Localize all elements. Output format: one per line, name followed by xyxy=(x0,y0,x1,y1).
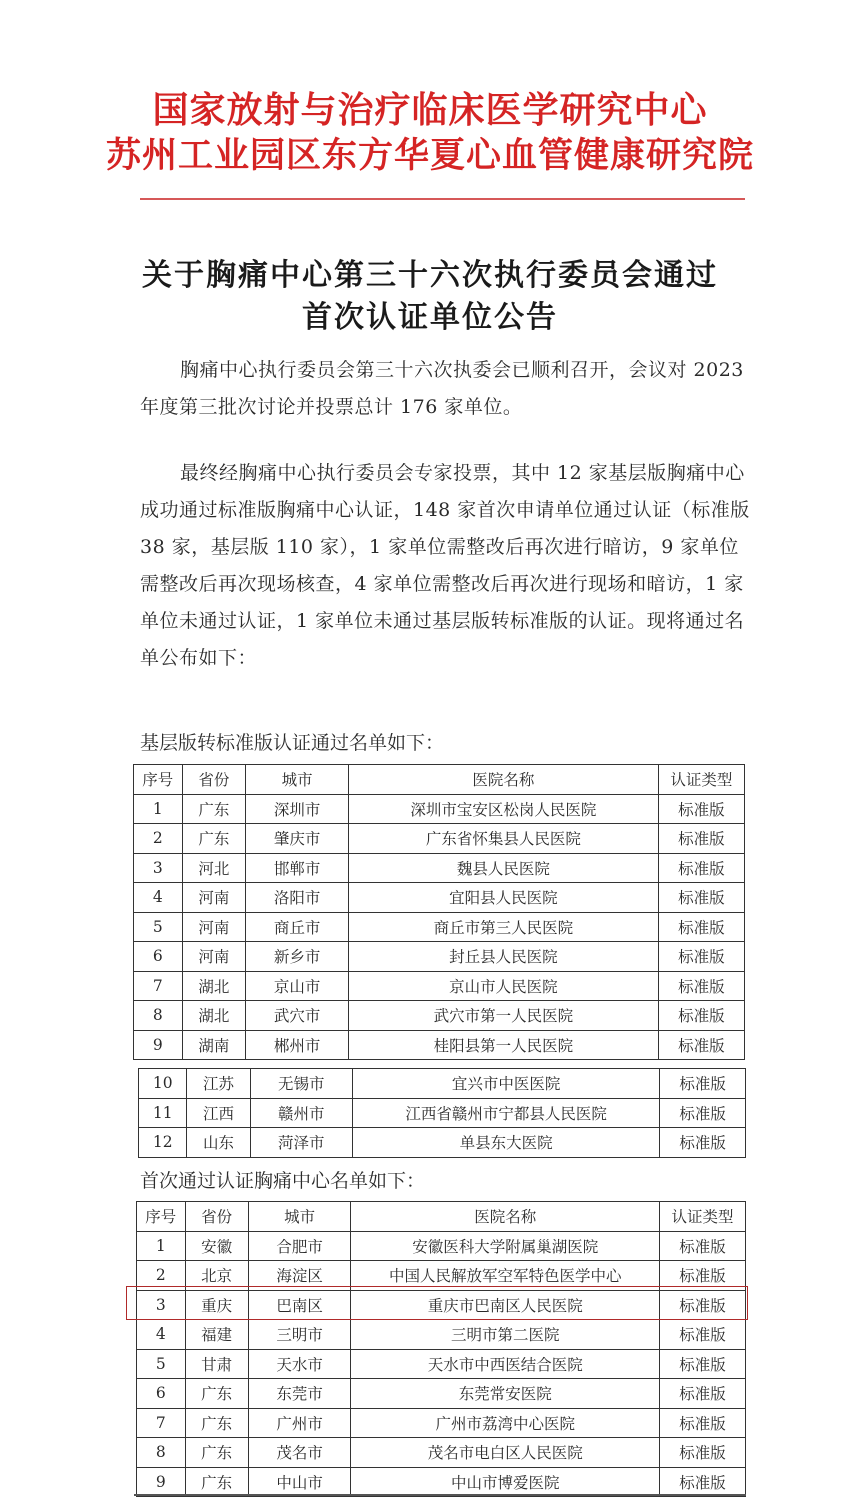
cell-type: 标准版 xyxy=(658,883,744,913)
cell-city: 洛阳市 xyxy=(246,883,349,913)
cell-province: 甘肃 xyxy=(185,1349,248,1379)
cell-no: 6 xyxy=(134,942,183,972)
table-row xyxy=(134,971,745,1001)
header-divider xyxy=(140,198,745,200)
cell-hospital: 广州市荔湾中心医院 xyxy=(351,1408,660,1438)
cell-hospital: 安徽医科大学附属巢湖医院 xyxy=(351,1231,660,1261)
header-city: 城市 xyxy=(248,1202,351,1232)
cell-city: 菏泽市 xyxy=(250,1128,352,1158)
cell-type: 标准版 xyxy=(660,1069,746,1099)
cell-hospital: 深圳市宝安区松岗人民医院 xyxy=(349,794,659,824)
table-row xyxy=(134,794,745,824)
cell-city: 天水市 xyxy=(248,1349,351,1379)
cell-city: 武穴市 xyxy=(246,1001,349,1031)
cell-no: 7 xyxy=(134,971,183,1001)
cell-type: 标准版 xyxy=(660,1098,746,1128)
table-row xyxy=(134,883,745,913)
cell-no: 4 xyxy=(137,1320,186,1350)
cell-no: 8 xyxy=(137,1438,186,1468)
cell-no: 4 xyxy=(134,883,183,913)
section-label-first: 首次通过认证胸痛中心名单如下： xyxy=(140,1170,426,1192)
cell-city: 合肥市 xyxy=(248,1231,351,1261)
cell-province: 广东 xyxy=(185,1379,248,1409)
table-row xyxy=(134,824,745,854)
cell-province: 湖北 xyxy=(182,971,245,1001)
paragraph-results: 最终经胸痛中心执行委员会专家投票，其中 12 家基层版胸痛中心成功通过标准版胸痛中心认证，148 家首次申请单位通过认证（标准版 38 家，基层版 110 家），1 家单位需整改后再次进行暗访，9 家单位需整改后再次现场核查，4 家单位需整改后再次进行现场和暗访，1 家单位未通过认证，1 家单位未通过基层版转标准版的认证。现将通过名单公布如下： xyxy=(140,462,750,669)
header-type: 认证类型 xyxy=(660,1202,746,1232)
cell-hospital: 桂阳县第一人民医院 xyxy=(349,1030,659,1060)
table-row xyxy=(134,1030,745,1060)
cell-no: 3 xyxy=(134,853,183,883)
cell-no: 1 xyxy=(134,794,183,824)
cell-province: 广东 xyxy=(185,1408,248,1438)
doc-title-line1: 关于胸痛中心第三十六次执行委员会通过 xyxy=(142,258,718,293)
cell-type: 标准版 xyxy=(658,1001,744,1031)
cell-type: 标准版 xyxy=(660,1349,746,1379)
table-header-row xyxy=(137,1202,746,1232)
cell-province: 河北 xyxy=(182,853,245,883)
cell-city: 郴州市 xyxy=(246,1030,349,1060)
cell-city: 新乡市 xyxy=(246,942,349,972)
cell-hospital: 江西省赣州市宁都县人民医院 xyxy=(352,1098,659,1128)
cell-province: 湖北 xyxy=(182,1001,245,1031)
table-row xyxy=(137,1379,746,1409)
table-bottom-edge xyxy=(134,1494,746,1496)
cell-city: 巴南区 xyxy=(248,1290,351,1320)
cell-province: 广东 xyxy=(185,1467,248,1497)
cell-province: 广东 xyxy=(182,794,245,824)
cell-city: 商丘市 xyxy=(246,912,349,942)
cell-type: 标准版 xyxy=(658,853,744,883)
table-row xyxy=(134,853,745,883)
header-hospital: 医院名称 xyxy=(351,1202,660,1232)
org-name-secondary: 苏州工业园区东方华夏心血管健康研究院 xyxy=(105,136,754,176)
cell-type: 标准版 xyxy=(660,1467,746,1497)
table-row xyxy=(137,1467,746,1497)
cell-type: 标准版 xyxy=(660,1438,746,1468)
cell-no: 9 xyxy=(134,1030,183,1060)
first-cert-table xyxy=(136,1201,746,1497)
cell-type: 标准版 xyxy=(658,794,744,824)
cell-hospital: 茂名市电白区人民医院 xyxy=(351,1438,660,1468)
cell-no: 2 xyxy=(137,1261,186,1291)
paragraph-intro: 胸痛中心执行委员会第三十六次执委会已顺利召开，会议对 2023 年度第三批次讨论并投票总计 176 家单位。 xyxy=(140,359,744,418)
cell-type: 标准版 xyxy=(660,1320,746,1350)
cell-type: 标准版 xyxy=(660,1379,746,1409)
cell-hospital: 三明市第二医院 xyxy=(351,1320,660,1350)
cell-province: 河南 xyxy=(182,883,245,913)
header-type: 认证类型 xyxy=(658,765,744,795)
cell-no: 3 xyxy=(137,1290,186,1320)
cell-type: 标准版 xyxy=(660,1261,746,1291)
table-row xyxy=(134,1001,745,1031)
cell-hospital: 天水市中西医结合医院 xyxy=(351,1349,660,1379)
section-label-upgrade: 基层版转标准版认证通过名单如下： xyxy=(140,732,445,754)
cell-city: 东莞市 xyxy=(248,1379,351,1409)
cell-no: 6 xyxy=(137,1379,186,1409)
cell-hospital: 单县东大医院 xyxy=(352,1128,659,1158)
cell-no: 12 xyxy=(139,1128,187,1158)
cell-city: 深圳市 xyxy=(246,794,349,824)
table-row xyxy=(137,1349,746,1379)
cell-city: 京山市 xyxy=(246,971,349,1001)
table-row xyxy=(137,1438,746,1468)
header-city: 城市 xyxy=(246,765,349,795)
cell-hospital: 商丘市第三人民医院 xyxy=(349,912,659,942)
cell-city: 无锡市 xyxy=(250,1069,352,1099)
cell-province: 福建 xyxy=(185,1320,248,1350)
cell-hospital: 重庆市巴南区人民医院 xyxy=(351,1290,660,1320)
cell-province: 河南 xyxy=(182,912,245,942)
cell-type: 标准版 xyxy=(660,1408,746,1438)
table-row xyxy=(139,1128,746,1158)
org-name-primary: 国家放射与治疗临床医学研究中心 xyxy=(152,90,708,131)
cell-no: 8 xyxy=(134,1001,183,1031)
cell-hospital: 东莞常安医院 xyxy=(351,1379,660,1409)
upgrade-table xyxy=(133,764,745,1060)
cell-type: 标准版 xyxy=(660,1128,746,1158)
cell-no: 1 xyxy=(137,1231,186,1261)
table-row xyxy=(137,1231,746,1261)
header-hospital: 医院名称 xyxy=(349,765,659,795)
table-row xyxy=(137,1408,746,1438)
cell-type: 标准版 xyxy=(658,912,744,942)
header-province: 省份 xyxy=(182,765,245,795)
table-header-row xyxy=(134,765,745,795)
cell-no: 2 xyxy=(134,824,183,854)
cell-city: 广州市 xyxy=(248,1408,351,1438)
cell-province: 安徽 xyxy=(185,1231,248,1261)
header-no: 序号 xyxy=(134,765,183,795)
table-row xyxy=(137,1320,746,1350)
cell-city: 三明市 xyxy=(248,1320,351,1350)
cell-province: 山东 xyxy=(187,1128,250,1158)
cell-province: 北京 xyxy=(185,1261,248,1291)
doc-title-line2: 首次认证单位公告 xyxy=(302,300,558,335)
cell-province: 广东 xyxy=(185,1438,248,1468)
cell-type: 标准版 xyxy=(658,971,744,1001)
cell-no: 5 xyxy=(134,912,183,942)
header-province: 省份 xyxy=(185,1202,248,1232)
header-no: 序号 xyxy=(137,1202,186,1232)
cell-type: 标准版 xyxy=(658,824,744,854)
cell-hospital: 广东省怀集县人民医院 xyxy=(349,824,659,854)
cell-no: 11 xyxy=(139,1098,187,1128)
cell-type: 标准版 xyxy=(658,942,744,972)
cell-province: 河南 xyxy=(182,942,245,972)
cell-city: 赣州市 xyxy=(250,1098,352,1128)
upgrade-table-continued xyxy=(138,1068,746,1158)
cell-hospital: 中山市博爱医院 xyxy=(351,1467,660,1497)
table-row xyxy=(134,942,745,972)
cell-city: 邯郸市 xyxy=(246,853,349,883)
cell-city: 肇庆市 xyxy=(246,824,349,854)
cell-hospital: 宜阳县人民医院 xyxy=(349,883,659,913)
table-row xyxy=(139,1069,746,1099)
highlight-box xyxy=(126,1286,748,1320)
cell-type: 标准版 xyxy=(658,1030,744,1060)
cell-no: 10 xyxy=(139,1069,187,1099)
cell-hospital: 京山市人民医院 xyxy=(349,971,659,1001)
cell-city: 中山市 xyxy=(248,1467,351,1497)
cell-type: 标准版 xyxy=(660,1231,746,1261)
cell-hospital: 魏县人民医院 xyxy=(349,853,659,883)
cell-no: 7 xyxy=(137,1408,186,1438)
cell-province: 江苏 xyxy=(187,1069,250,1099)
table-row xyxy=(134,912,745,942)
cell-city: 海淀区 xyxy=(248,1261,351,1291)
cell-province: 湖南 xyxy=(182,1030,245,1060)
cell-hospital: 宜兴市中医医院 xyxy=(352,1069,659,1099)
table-row xyxy=(139,1098,746,1128)
cell-hospital: 武穴市第一人民医院 xyxy=(349,1001,659,1031)
cell-type: 标准版 xyxy=(660,1290,746,1320)
cell-province: 江西 xyxy=(187,1098,250,1128)
cell-city: 茂名市 xyxy=(248,1438,351,1468)
cell-province: 广东 xyxy=(182,824,245,854)
cell-no: 9 xyxy=(137,1467,186,1497)
cell-no: 5 xyxy=(137,1349,186,1379)
cell-hospital: 封丘县人民医院 xyxy=(349,942,659,972)
cell-hospital: 中国人民解放军空军特色医学中心 xyxy=(351,1261,660,1291)
cell-province: 重庆 xyxy=(185,1290,248,1320)
